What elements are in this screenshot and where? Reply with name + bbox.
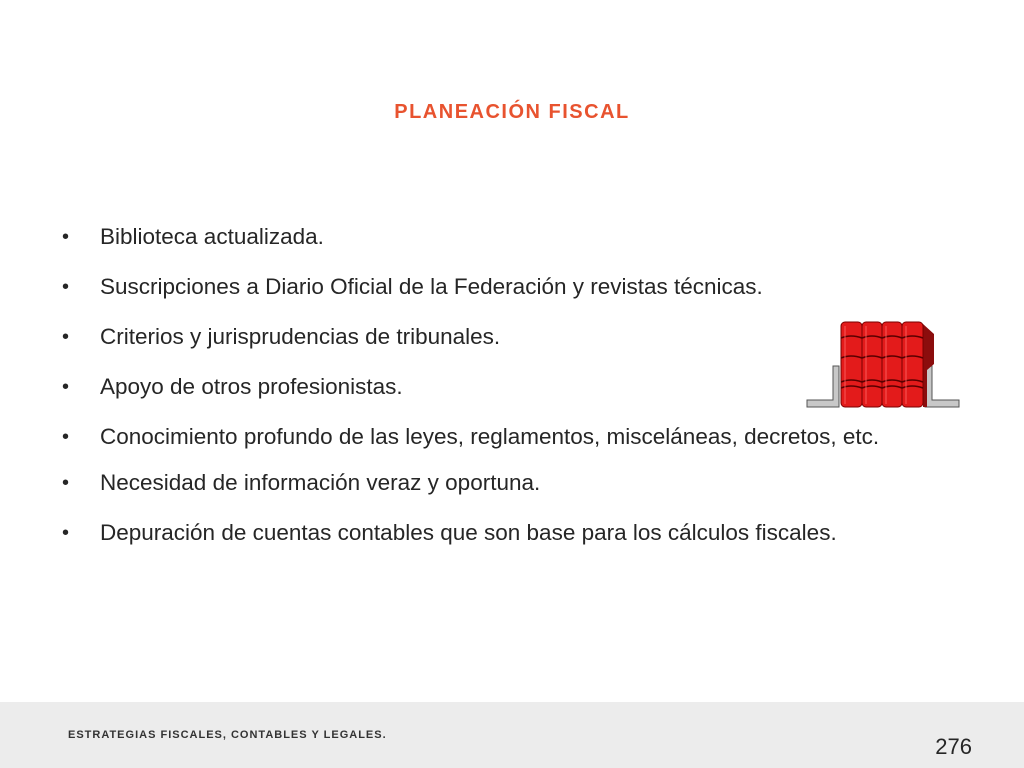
footer-text: ESTRATEGIAS FISCALES, CONTABLES Y LEGALES. (68, 729, 387, 741)
bullet-item (62, 519, 964, 547)
bullet-text: Depuración de cuentas contables que son base para los cálculos fiscales. (100, 520, 837, 545)
slide-title: PLANEACIÓN FISCAL (394, 101, 630, 123)
bullet-text: Necesidad de información veraz y oportuna. (100, 470, 541, 495)
bullet-text: Criterios y jurisprudencias de tribunales. (100, 324, 501, 349)
bullet-item (62, 469, 964, 497)
bullet-item (62, 423, 964, 451)
page-number: 276 (935, 734, 972, 759)
bullet-text: Conocimiento profundo de las leyes, reglamentos, misceláneas, decretos, etc. (100, 424, 880, 449)
books-on-bookends-icon (805, 318, 961, 410)
bullet-item (62, 373, 764, 401)
bullet-dot: • (62, 472, 70, 494)
bullet-text: Biblioteca actualizada. (100, 224, 324, 249)
bullet-dot: • (62, 426, 70, 448)
bullet-dot: • (62, 276, 70, 298)
bullet-item (62, 273, 964, 301)
bullet-text: Apoyo de otros profesionistas. (100, 374, 403, 399)
bullet-dot: • (62, 226, 70, 248)
bullet-text: Suscripciones a Diario Oficial de la Federación y revistas técnicas. (100, 274, 763, 299)
bullet-dot: • (62, 326, 70, 348)
bullet-item (62, 223, 964, 251)
bullet-dot: • (62, 376, 70, 398)
bullet-item (62, 323, 764, 351)
bullet-dot: • (62, 522, 70, 544)
footer-bar (0, 702, 1024, 768)
